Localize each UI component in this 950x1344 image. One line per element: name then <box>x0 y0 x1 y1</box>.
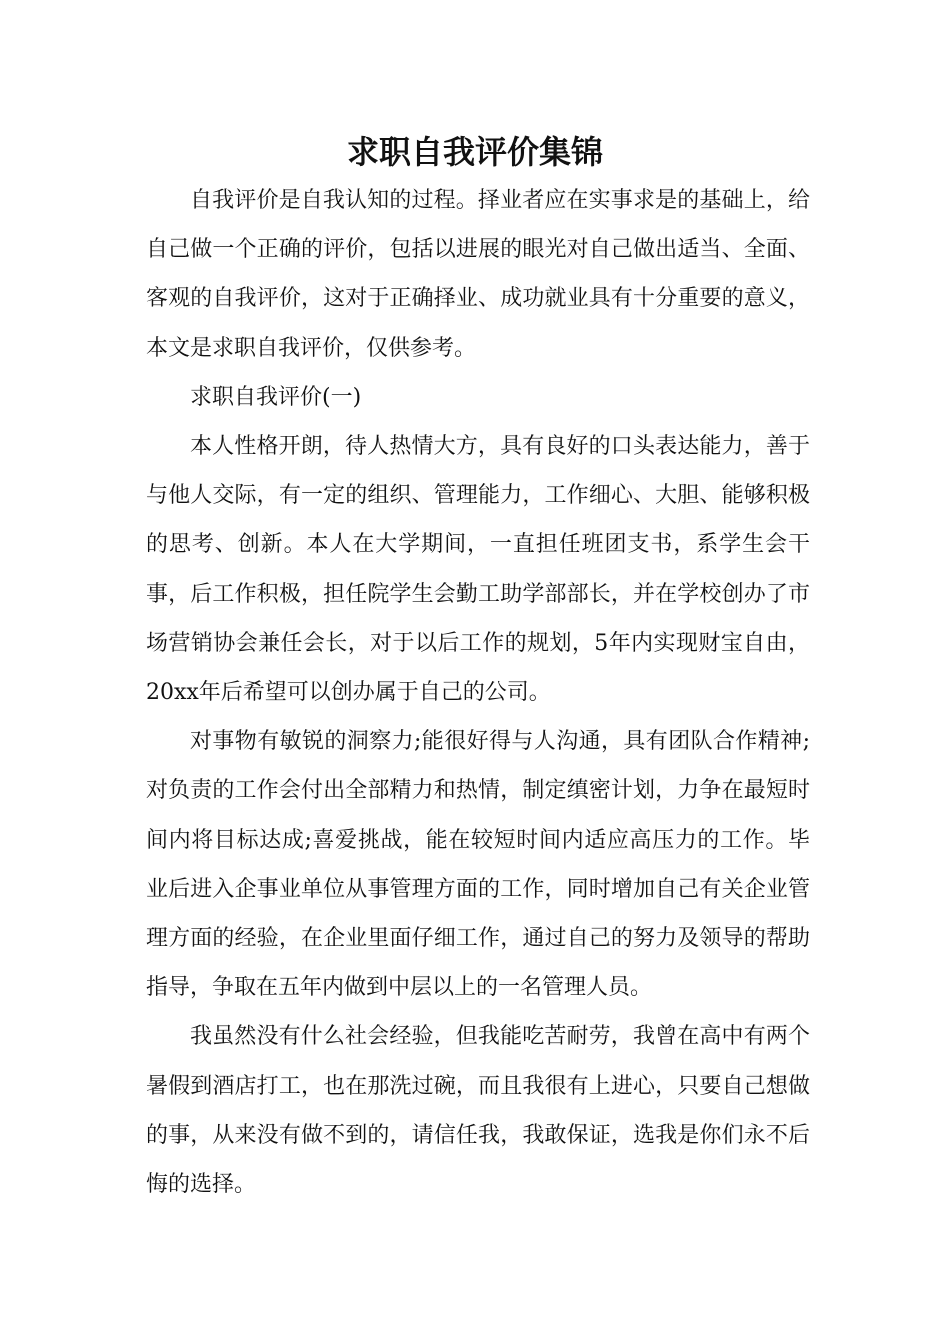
body-paragraph-1: 本人性格开朗，待人热情大方，具有良好的口头表达能力，善于与他人交际，有一定的组织、管理能力，工作细心、大胆、能够积极的思考、创新。本人在大学期间，一直担任班团支书，系学生会干事，后工作积极，担任院学生会勤工助学部部长，并在学校创办了市场营销协会兼任会长，对于以后工作的规划，5年内实现财宝自由，20xx年后希望可以创办属于自己的公司。 <box>146 434 810 706</box>
document-body <box>146 176 810 1209</box>
body-paragraph-2: 对事物有敏锐的洞察力;能很好得与人沟通，具有团队合作精神;对负责的工作会付出全部精力和热情，制定缜密计划，力争在最短时间内将目标达成;喜爱挑战，能在较短时间内适应高压力的工作。毕业后进入企事业单位从事管理方面的工作，同时增加自己有关企业管理方面的经验，在企业里面仔细工作，通过自己的努力及领导的帮助指导，争取在五年内做到中层以上的一名管理人员。 <box>146 729 810 1001</box>
section-heading: 求职自我评价(一) <box>190 384 362 410</box>
body-paragraph-3: 我虽然没有什么社会经验，但我能吃苦耐劳，我曾在高中有两个暑假到酒店打工，也在那洗过碗，而且我很有上进心，只要自己想做的事，从来没有做不到的，请信任我，我敢保证，选我是你们永不后悔的选择。 <box>146 1024 810 1198</box>
document-title: 求职自我评价集锦 <box>346 133 603 171</box>
intro-paragraph: 自我评价是自我认知的过程。择业者应在实事求是的基础上，给自己做一个正确的评价，包括以进展的眼光对自己做出适当、全面、客观的自我评价，这对于正确择业、成功就业具有十分重要的意义，本文是求职自我评价，仅供参考。 <box>146 188 810 361</box>
